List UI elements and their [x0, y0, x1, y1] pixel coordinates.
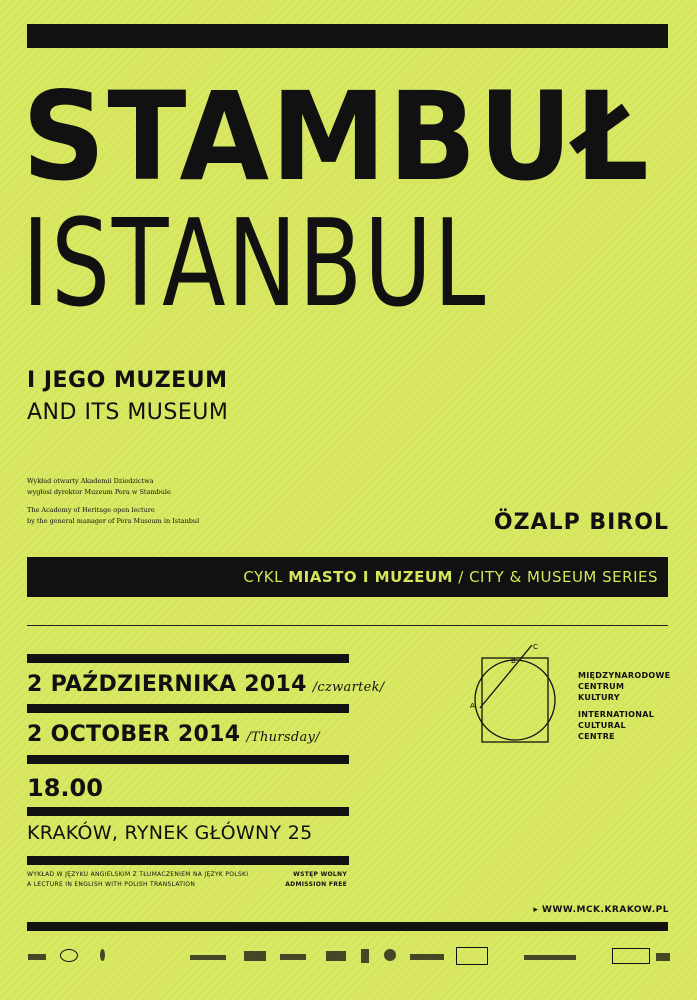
- admission-polish: WSTĘP WOLNY: [293, 871, 347, 878]
- website-link[interactable]: [533, 905, 669, 915]
- mck-name-pl-3: KULTURY: [578, 693, 620, 702]
- sponsor-logo-10: [410, 954, 444, 960]
- lecture-line-pl-2: wygłosi dyrektor Muzeum Pera w Stambule: [27, 488, 171, 496]
- mck-logo-square: [482, 658, 548, 742]
- lecture-line-pl-1: Wykład otwarty Akademii Dziedzictwa: [27, 477, 154, 485]
- speaker-name: ÖZALP BIROL: [493, 510, 669, 535]
- series-name-english: CITY & MUSEUM SERIES: [469, 568, 658, 586]
- mck-name-en-1: INTERNATIONAL: [578, 710, 655, 719]
- title-polish: STAMBUŁ: [22, 66, 651, 208]
- title-english: ISTANBUL: [22, 195, 488, 334]
- date-english-row: [27, 722, 320, 747]
- day-polish: /czwartek/: [312, 680, 385, 695]
- series-label: [243, 568, 658, 586]
- website-url: WWW.MCK.KRAKOW.PL: [542, 905, 669, 915]
- lecture-info-english: [27, 505, 199, 527]
- date-english: 2 OCTOBER 2014: [27, 722, 241, 747]
- top-bar: [27, 24, 668, 48]
- mck-name-pl-2: CENTRUM: [578, 682, 625, 691]
- sponsor-logos: [24, 945, 674, 969]
- arrow-icon: ▸: [533, 905, 539, 915]
- event-time: 18.00: [27, 774, 103, 802]
- sponsor-logo-7: [326, 951, 346, 961]
- sponsor-logo-13: [612, 948, 650, 964]
- date-bar-3: [27, 755, 349, 764]
- sponsor-logo-6: [280, 954, 306, 960]
- date-bar-2: [27, 704, 349, 713]
- event-place: KRAKÓW, RYNEK GŁÓWNY 25: [27, 822, 313, 844]
- language-note-english: A LECTURE IN ENGLISH WITH POLISH TRANSLATION: [27, 881, 196, 888]
- bottom-bar: [27, 922, 668, 931]
- sponsor-logo-3: [100, 949, 105, 961]
- sponsor-logo-5: [244, 951, 266, 961]
- series-bar: [27, 557, 668, 597]
- sponsor-logo-8: [361, 949, 369, 963]
- mck-logo-diagonal: [480, 645, 532, 708]
- language-note-polish: WYKŁAD W JĘZYKU ANGIELSKIM Z TŁUMACZENIEM NA JĘZYK POLSKI: [27, 871, 249, 878]
- sponsor-logo-9: [384, 949, 396, 961]
- series-prefix: CYKL: [243, 568, 289, 586]
- mck-logo-letter-a: A: [470, 702, 475, 710]
- mck-name-en-2: CULTURAL: [578, 721, 626, 730]
- sponsor-logo-4: [190, 955, 226, 960]
- subtitle-english: AND ITS MUSEUM: [27, 400, 229, 425]
- series-separator: /: [452, 568, 470, 586]
- mck-name-en-3: CENTRE: [578, 732, 615, 741]
- sponsor-logo-12: [524, 955, 576, 960]
- date-polish: 2 PAŹDZIERNIKA 2014: [27, 672, 307, 697]
- date-polish-row: [27, 672, 384, 697]
- language-note: [27, 870, 287, 890]
- mck-name-pl-1: MIĘDZYNARODOWE: [578, 671, 671, 680]
- sponsor-logo-2: [60, 949, 78, 962]
- mck-name: [578, 670, 670, 742]
- sponsor-logo-11: [456, 947, 488, 965]
- date-bar-1: [27, 654, 349, 663]
- mck-logo-letter-c: C: [533, 643, 538, 651]
- date-bar-4: [27, 807, 349, 816]
- series-name-polish: MIASTO I MUZEUM: [288, 568, 453, 586]
- day-english: /Thursday/: [246, 730, 320, 745]
- divider-line: [27, 625, 668, 626]
- mck-logo-icon: [470, 640, 570, 750]
- lecture-line-en-2: by the general manager of Pera Museum in Istanbul: [27, 517, 200, 525]
- subtitle-polish: I JEGO MUZEUM: [27, 368, 228, 393]
- lecture-line-en-1: The Academy of Heritage open lecture: [27, 506, 155, 514]
- admission-english: ADMISSION FREE: [285, 881, 347, 888]
- sponsor-logo-1: [28, 954, 46, 960]
- sponsor-logo-14: [656, 953, 670, 961]
- lecture-info-polish: [27, 476, 171, 498]
- mck-logo-letter-b: B: [511, 657, 516, 665]
- admission-note: [275, 870, 347, 890]
- date-bar-5: [27, 856, 349, 865]
